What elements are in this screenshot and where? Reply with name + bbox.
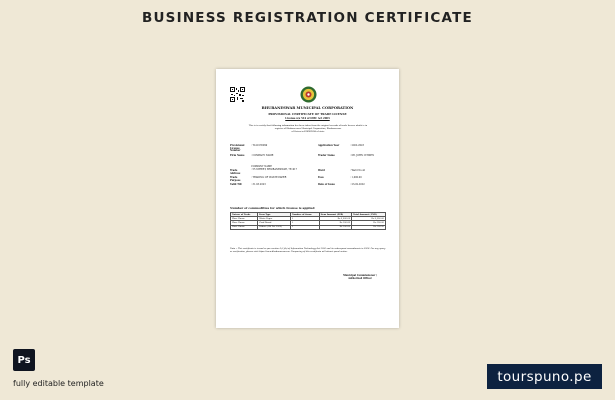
table-header: Item Amount (INR) — [319, 213, 352, 217]
fees-value: : 1,000.00 — [350, 176, 362, 179]
table-cell: Rs.500.00 — [319, 225, 352, 229]
certificate-org: BHUBANESWAR MUNICIPAL CORPORATION — [261, 106, 354, 110]
ward-label: Ward — [318, 169, 325, 172]
address-value: COMPANY NAME : 55 STREET, BHUBANESWAR, 751017 — [251, 165, 298, 171]
certificate-subtitle: PROVISIONAL CERTIFICATE OF TRADE LICENSE — [268, 112, 347, 116]
table-header: Number of items — [290, 213, 319, 217]
table-cell: Rs.500.00 — [352, 221, 386, 225]
ward-value: : Ward No.41 — [350, 169, 366, 172]
commodities-title: Number of commodities for which license is applied — [230, 206, 315, 210]
table-cell: 1 — [290, 225, 319, 229]
table-cell: Ware House — [231, 221, 258, 225]
footer-text: fully editable template — [13, 379, 104, 388]
certificate-intro: This is to certify that following information has been taken from the original records of trade license which is in register of Bhubaneswar Municipal Corporation, Bhubaneswar of Orissa in KHORDHA of state — [248, 125, 368, 133]
table-cell: Others (HS Per 1000) — [258, 225, 291, 229]
trader-value: : Mr. JOHN CITIZEN — [350, 154, 375, 157]
table-cell: Rs.2,000.00 — [352, 217, 386, 221]
firm-value: : COMPANY NAME — [251, 154, 274, 157]
table-cell: Rs.2,000.00 — [319, 217, 352, 221]
table-cell: Card Board — [258, 221, 291, 225]
certificate-document — [216, 69, 399, 328]
field-row — [230, 145, 388, 153]
certificate-note: Note :- This certificate is issued as per section 4 (1)(b) of Information Technology Act 2000 and its subsequent amendments in 2008. For any query or verification, please visit https://www.bhubaneswar.me. Tampering of this certificate will attract penal action. — [230, 248, 386, 253]
license-value: : TL20135099 — [251, 144, 268, 147]
signature-block: Municipal Commissioner / Authorized Officer — [343, 274, 377, 280]
issue-date-value: : 23-02-2022 — [350, 183, 365, 186]
table-cell: 1 — [290, 221, 319, 225]
valid-till-label: Valid Till — [230, 183, 242, 186]
table-header: Nature of Trade — [231, 213, 258, 217]
field-row — [230, 184, 388, 192]
purpose-value: : TRADING OF WASTE PAPER — [251, 176, 287, 179]
trader-label: Trader Name — [318, 154, 335, 157]
issue-date-label: Date of Issue — [318, 183, 335, 186]
page-heading: BUSINESS REGISTRATION CERTIFICATE — [142, 10, 473, 26]
table-header: Item Type — [258, 213, 291, 217]
table-cell: Ware House — [231, 225, 258, 229]
valid-till-value: : 31.03.2023 — [251, 183, 266, 186]
certificate-act: License u/s 514 of OMC Act 2003 — [285, 117, 330, 120]
table-cell: 1 — [290, 217, 319, 221]
license-label: Provisional License Number — [230, 144, 245, 153]
qr-code-icon — [230, 87, 245, 102]
table-cell: Waste Paper — [258, 217, 291, 221]
table-cell: Rs.500.00 — [319, 221, 352, 225]
table-header: Total Amount ( INR) — [352, 213, 386, 217]
photoshop-icon: Ps — [13, 349, 35, 371]
commodities-table — [230, 212, 386, 230]
application-year-value: : 2022-2023 — [350, 144, 364, 147]
purpose-label: Trade Purpose — [230, 176, 241, 182]
municipal-emblem-icon — [300, 86, 317, 103]
address-label: Trade Address — [230, 169, 241, 175]
table-cell: Ware House — [231, 217, 258, 221]
table-row — [231, 225, 386, 229]
application-year-label: Application Year — [318, 144, 340, 147]
table-cell: Rs.500.00 — [352, 225, 386, 229]
field-row — [230, 155, 388, 163]
firm-label: Firm Name — [230, 154, 245, 157]
fees-label: Fees — [318, 176, 324, 179]
field-row — [230, 166, 388, 174]
brand-badge[interactable]: tourspuno.pe — [487, 364, 602, 389]
